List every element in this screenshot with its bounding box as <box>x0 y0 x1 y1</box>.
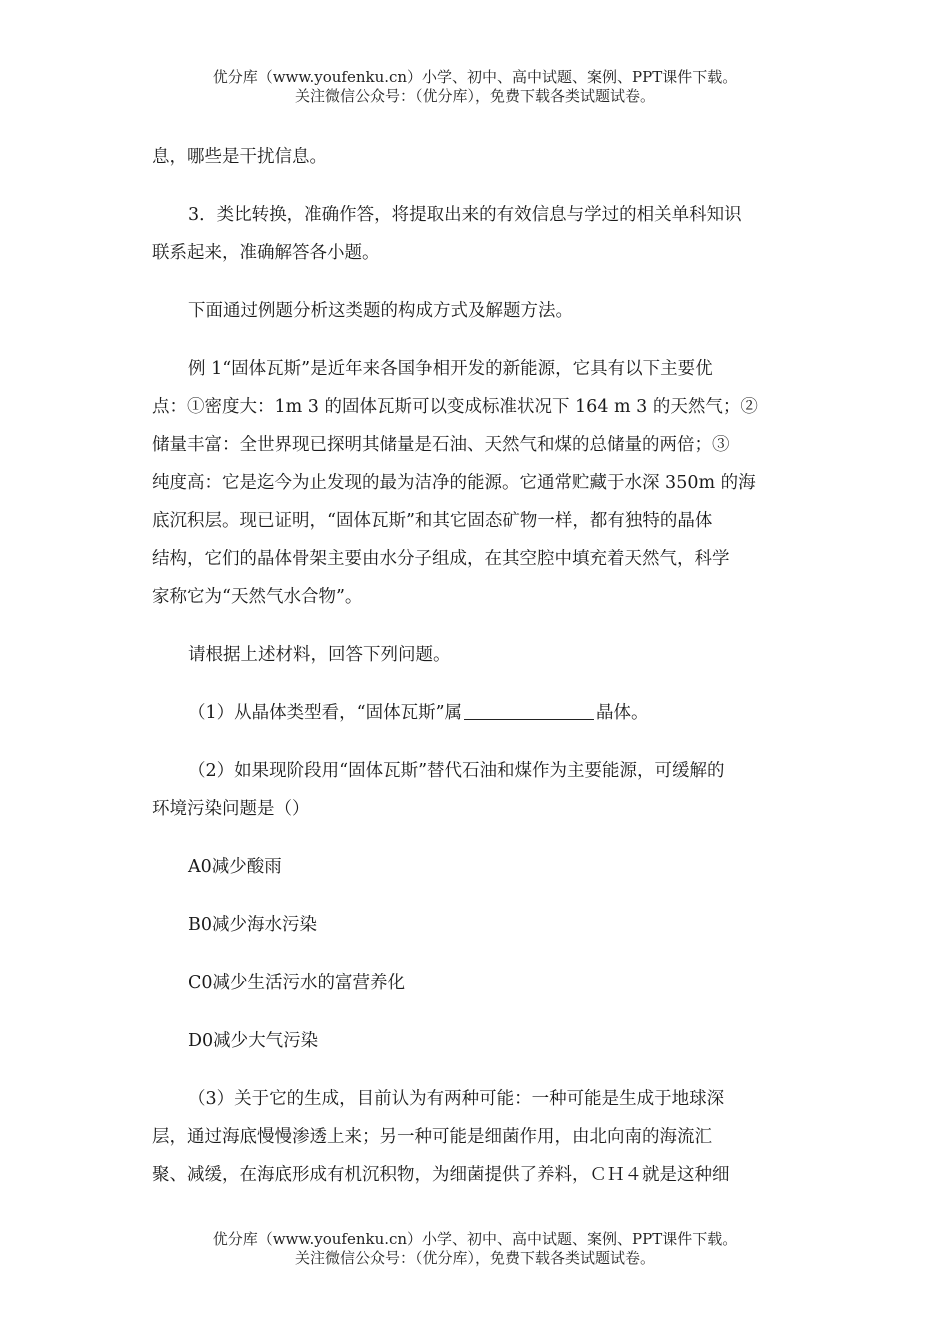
header-line-2: 关注微信公众号：（优分库），免费下载各类试题试卷。 <box>294 87 655 105</box>
text-line: （2）如果现阶段用“固体瓦斯”替代石油和煤作为主要能源，可缓解的 <box>188 761 725 781</box>
question-instruction: 请根据上述材料，回答下列问题。 <box>188 645 451 665</box>
question-2 <box>152 752 792 828</box>
text-line: 家称它为“天然气水合物”。 <box>152 587 363 607</box>
paragraph-step-3 <box>152 196 792 272</box>
text-line: 底沉积层。现已证明，“固体瓦斯”和其它固态矿物一样，都有独特的晶体 <box>152 511 713 531</box>
question-1 <box>152 694 792 732</box>
text-line: （3）关于它的生成，目前认为有两种可能：一种可能是生成于地球深 <box>188 1089 725 1109</box>
text-line: 结构，它们的晶体骨架主要由水分子组成，在其空腔中填充着天然气，科学 <box>152 549 730 569</box>
text-line: 聚、减缓，在海底形成有机沉积物，为细菌提供了养料，ＣＨ４就是这种细 <box>152 1165 730 1185</box>
text-line: 联系起来，准确解答各小题。 <box>152 243 380 263</box>
text-line: 3．类比转换，准确作答，将提取出来的有效信息与学过的相关单科知识 <box>188 205 742 225</box>
paragraph-continuation: 息，哪些是干扰信息。 <box>152 147 327 167</box>
footer-line-2: 关注微信公众号：（优分库），免费下载各类试题试卷。 <box>294 1249 655 1267</box>
text-line: 层，通过海底慢慢渗透上来；另一种可能是细菌作用，由北向南的海流汇 <box>152 1127 712 1147</box>
text-line: 例 1“固体瓦斯”是近年来各国争相开发的新能源，它具有以下主要优 <box>188 359 713 379</box>
option-b: B0减少海水污染 <box>188 915 317 935</box>
answer-blank[interactable] <box>464 699 594 720</box>
question-1-text: （1）从晶体类型看，“固体瓦斯”属 <box>188 703 463 723</box>
question-3 <box>152 1080 792 1194</box>
text-line: 点：①密度大：1m 3 的固体瓦斯可以变成标准状况下 164 m 3 的天然气；② <box>152 397 758 417</box>
footer-line-1: 优分库（www.youfenku.cn）小学、初中、高中试题、案例、PPT课件下载。 <box>212 1230 738 1248</box>
option-c: C0减少生活污水的富营养化 <box>188 973 406 993</box>
page-header <box>0 68 950 106</box>
option-d: D0减少大气污染 <box>188 1031 319 1051</box>
document-body <box>152 138 792 1194</box>
paragraph-intro: 下面通过例题分析这类题的构成方式及解题方法。 <box>188 301 573 321</box>
example-1-material <box>152 350 792 616</box>
header-line-1: 优分库（www.youfenku.cn）小学、初中、高中试题、案例、PPT课件下载。 <box>212 68 738 86</box>
option-a: A0减少酸雨 <box>188 857 282 877</box>
text-line: 储量丰富：全世界现已探明其储量是石油、天然气和煤的总储量的两倍；③ <box>152 435 730 455</box>
text-line: 纯度高：它是迄今为止发现的最为洁净的能源。它通常贮藏于水深 350m 的海 <box>152 473 756 493</box>
question-1-suffix: 晶体。 <box>596 703 649 723</box>
page-footer <box>0 1230 950 1268</box>
text-line: 环境污染问题是（） <box>152 799 310 819</box>
